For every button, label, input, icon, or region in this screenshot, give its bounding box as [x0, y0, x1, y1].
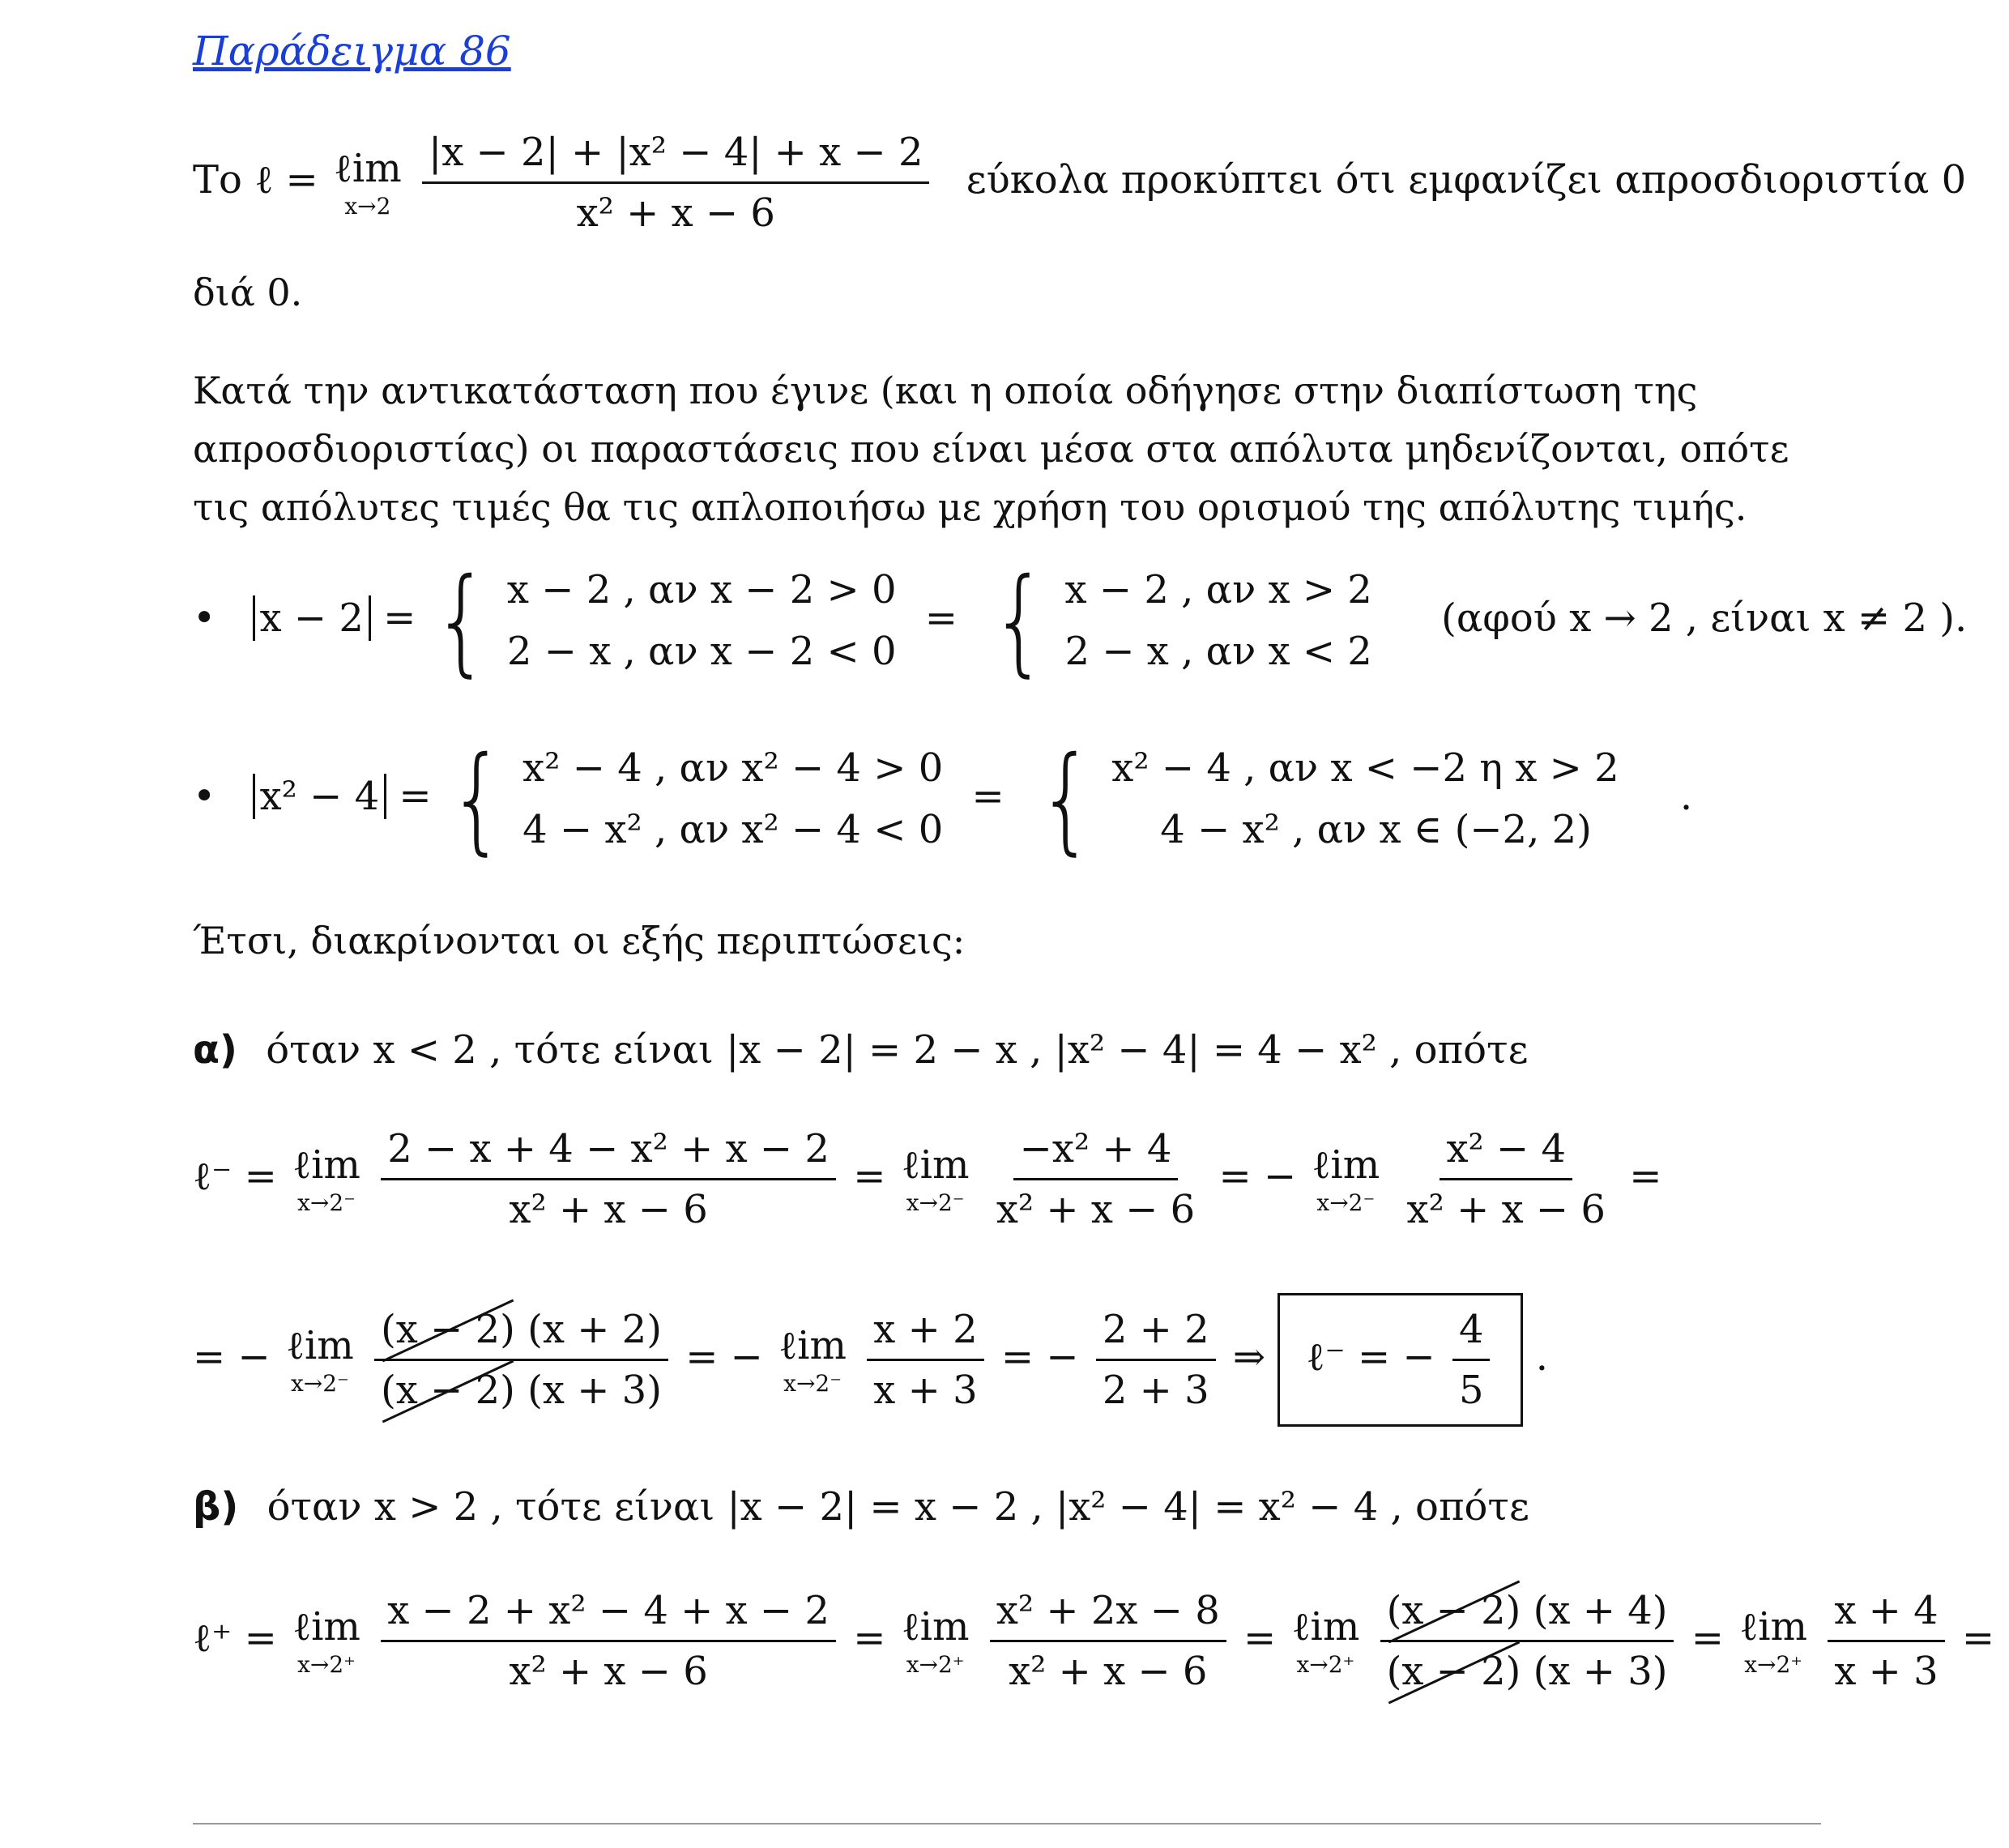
case-a-limit-line-2: = − ℓim x→2⁻ $\frac{(x - 2) (x + 2)}{(x - 2) (x + 3)}$ = − ℓim x→2⁻ $\frac{x + 2}{x + 3}$ = − $\frac{2 + 2}{2 + 3}$ ⇒ ℓ⁻ = − $\frac{4}{5}$ . [193, 1293, 1548, 1427]
case-b-condition: β) όταν x > 2 , τότε είναι |x − 2| = x − 2 , |x² − 4| = x² − 4 , οπότε [193, 1484, 1529, 1530]
example-title-link[interactable]: Παράδειγμα 86 [193, 28, 511, 75]
cases-2: x − 2 , αν x > 2 2 − x , αν x < 2 [1064, 567, 1372, 674]
explanation-paragraph: Κατά την αντικατάσταση που έγινε (και η οποία οδήγησε στην διαπίστωση της απροσδιοριστίας) οι παραστάσεις που είναι μέσα στα απόλυτα μηδενίζονται, οπότε τις απόλυτες τιμές θα τις απλοποιήσω με χρήση του ορισμού της απόλυτης τιμής. [193, 369, 1789, 529]
bullet-abs-x2-minus-4: • x² − 4 = { x² − 4 , αν x² − 4 > 0 4 − x² , αν x² − 4 < 0 = { x² − 4 , αν x < −2 η x > 2 4 − x² , αν x ∈ (−2, 2) . [193, 731, 1693, 867]
intro-after: εύκολα προκύπτει ότι εμφανίζει απροσδιοριστία 0 [966, 157, 1967, 203]
cancelled-factor: (x − 2) [381, 1368, 515, 1413]
intro-before: Το [193, 157, 242, 203]
bullet-abs-x-minus-2: • x − 2 = { x − 2 , αν x − 2 > 0 2 − x , αν x − 2 < 0 = { x − 2 , αν x > 2 2 − x , αν x < 2 (αφού x → 2 , είναι x ≠ 2 ). [193, 553, 1968, 689]
bullet-dot: • [193, 595, 216, 641]
case-b-limit-line-1: ℓ⁺ = ℓim x→2⁺ $\frac{\text{x − 2 + x² − 4 + x − 2}}{\text{x² + x − 6}}$ = ℓim x→2⁺ $\frac{\text{x² + 2x − 8}}{\text{x² + x − 6}}$ = ℓim x→2⁺ $\frac{(x - 2) (x + 4)}{(x - 2) (x + 3)}$ = ℓim x→2⁺ $\frac{x + 4}{x + 3}$ = [193, 1588, 1995, 1694]
bullet-dot: • [193, 773, 216, 819]
intro-fraction: $\frac{\text{|x − 2| + |x² − 4| + x − 2}}{\text{x² + x − 6}}$ [422, 130, 929, 236]
cancelled-factor: (x − 2) [1386, 1588, 1521, 1633]
case-a-condition: α) όταν x < 2 , τότε είναι |x − 2| = 2 − x , |x² − 4| = 4 − x² , οπότε [193, 1027, 1529, 1073]
intro-ell: ℓ = [254, 157, 318, 203]
cases-1: x − 2 , αν x − 2 > 0 2 − x , αν x − 2 < 0 [506, 567, 897, 674]
intro-line [193, 130, 1966, 236]
cases-1: x² − 4 , αν x² − 4 > 0 4 − x² , αν x² − 4 < 0 [523, 745, 944, 852]
abs-lhs: x² − 4 [253, 774, 387, 819]
left-brace: { [448, 731, 505, 867]
limit-operator: ℓim x→2 [333, 146, 402, 220]
left-brace: { [1038, 731, 1094, 867]
cancelled-factor: (x − 2) [381, 1307, 515, 1352]
intro-continuation: διά 0. [193, 271, 303, 314]
bullet1-note: (αφού x → 2 , είναι x ≠ 2 ). [1441, 595, 1968, 641]
cases-2: x² − 4 , αν x < −2 η x > 2 4 − x² , αν x ∈ (−2, 2) [1111, 745, 1619, 852]
footer-divider [193, 1823, 1821, 1825]
left-brace: { [433, 553, 490, 689]
cancelled-factor: (x − 2) [1386, 1649, 1521, 1694]
cases-intro: Έτσι, διακρίνονται οι εξής περιπτώσεις: [193, 919, 966, 962]
left-brace: { [991, 553, 1048, 689]
case-a-limit-line-1: ℓ⁻ = ℓim x→2⁻ $\frac{\text{2 − x + 4 − x² + x − 2}}{\text{x² + x − 6}}$ = ℓim x→2⁻ $\frac{\text{−x² + 4}}{\text{x² + x − 6}}$ = − ℓim x→2⁻ $\frac{\text{x² − 4}}{\text{x² + x − 6}}$ = [193, 1126, 1662, 1232]
boxed-result: ℓ⁻ = − $\frac{4}{5}$ [1277, 1293, 1523, 1427]
abs-lhs: x − 2 [253, 595, 371, 641]
